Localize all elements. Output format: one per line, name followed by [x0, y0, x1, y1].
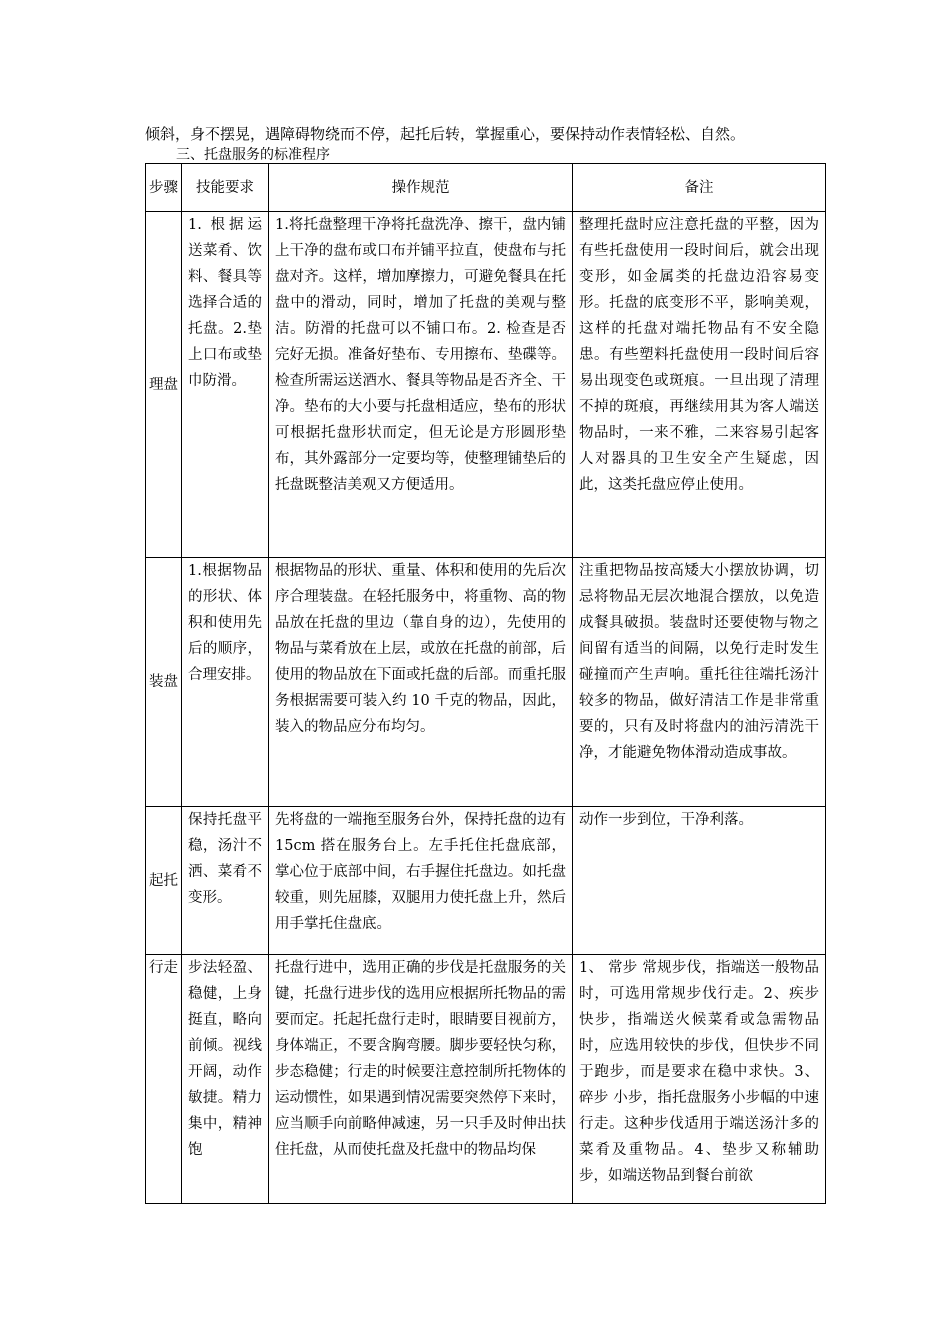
intro-paragraph: 倾斜，身不摆晃，遇障碍物绕而不停，起托后转，掌握重心，要保持动作表情轻松、自然。 [145, 125, 746, 143]
header-step: 步骤 [146, 164, 182, 212]
table-header-row [146, 164, 826, 212]
step-cell: 装盘 [146, 558, 182, 807]
step-cell: 理盘 [146, 212, 182, 558]
skill-cell: 1. 根据运送菜肴、饮料、餐具等选择合适的托盘。2.垫上口布或垫巾防滑。 [182, 212, 269, 558]
header-skill: 技能要求 [182, 164, 269, 212]
table-row [146, 955, 826, 1204]
operation-cell: 先将盘的一端拖至服务台外，保持托盘的边有 15cm 搭在服务台上。左手托住托盘底部，掌心位于底部中间，右手握住托盘边。如托盘较重，则先屈膝，双腿用力使托盘上升，然后用手掌托住盘底。 [269, 807, 573, 955]
section-title: 三、托盘服务的标准程序 [176, 147, 330, 163]
skill-cell: 步法轻盈、稳健，上身挺直，略向前倾。视线开阔，动作敏捷。精力集中，精神饱 [182, 955, 269, 1204]
tray-service-procedure-table [145, 163, 826, 1204]
remark-cell: 1、 常步 常规步伐，指端送一般物品时，可选用常规步伐行走。2、疾步 快步，指端送火候菜肴或急需物品时，应选用较快的步伐，但快步不同于跑步，而是要求在稳中求快。3、碎步 小步，指托盘服务小步幅的中速行走。这种步伐适用于端送汤汁多的菜肴及重物品。4、垫步又称辅助步，如端送物品到餐台前欲 [573, 955, 826, 1204]
remark-cell: 整理托盘时应注意托盘的平整，因为有些托盘使用一段时间后，就会出现变形，如金属类的托盘边沿容易变形。托盘的底变形不平，影响美观，这样的托盘对端托物品有不安全隐患。有些塑料托盘使用一段时间后容易出现变色或斑痕。一旦出现了清理不掉的斑痕，再继续用其为客人端送物品时，一来不雅，二来容易引起客人对器具的卫生安全产生疑虑，因此，这类托盘应停止使用。 [573, 212, 826, 558]
operation-cell: 托盘行进中，选用正确的步伐是托盘服务的关键，托盘行进步伐的选用应根据所托物品的需要而定。托起托盘行走时，眼睛要目视前方，身体端正，不要含胸弯腰。脚步要轻快匀称，步态稳健；行走的时候要注意控制所托物体的运动惯性，如果遇到情况需要突然停下来时，应当顺手向前略伸减速，另一只手及时伸出扶住托盘，从而使托盘及托盘中的物品均保 [269, 955, 573, 1204]
step-cell: 起托 [146, 807, 182, 955]
table-row [146, 558, 826, 807]
remark-cell: 动作一步到位，干净利落。 [573, 807, 826, 955]
operation-cell: 1.将托盘整理干净将托盘洗净、擦干，盘内铺上干净的盘布或口布并铺平拉直，使盘布与托盘对齐。这样，增加摩擦力，可避免餐具在托盘中的滑动，同时，增加了托盘的美观与整洁。防滑的托盘可以不铺口布。2. 检查是否完好无损。准备好垫布、专用擦布、垫碟等。检查所需运送酒水、餐具等物品是否齐全、干净。垫布的大小要与托盘相适应，垫布的形状可根据托盘形状而定，但无论是方形圆形垫布，其外露部分一定要均等，使整理铺垫后的托盘既整洁美观又方便适用。 [269, 212, 573, 558]
table-row [146, 807, 826, 955]
table-row [146, 212, 826, 558]
skill-cell: 1.根据物品的形状、体积和使用先后的顺序，合理安排。 [182, 558, 269, 807]
step-cell: 行走 [146, 955, 182, 1204]
remark-cell: 注重把物品按高矮大小摆放协调，切忌将物品无层次地混合摆放，以免造成餐具破损。装盘时还要使物与物之间留有适当的间隔，以免行走时发生碰撞而产生声响。重托往往端托汤汁较多的物品，做好清洁工作是非常重要的，只有及时将盘内的油污清洗干净，才能避免物体滑动造成事故。 [573, 558, 826, 807]
operation-cell: 根据物品的形状、重量、体积和使用的先后次序合理装盘。在轻托服务中，将重物、高的物品放在托盘的里边（靠自身的边），先使用的物品与菜肴放在上层，或放在托盘的前部，后使用的物品放在下面或托盘的后部。而重托服务根据需要可装入约 10 千克的物品，因此，装入的物品应分布均匀。 [269, 558, 573, 807]
skill-cell: 保持托盘平稳，汤汁不洒、菜肴不变形。 [182, 807, 269, 955]
header-remark: 备注 [573, 164, 826, 212]
header-operation: 操作规范 [269, 164, 573, 212]
